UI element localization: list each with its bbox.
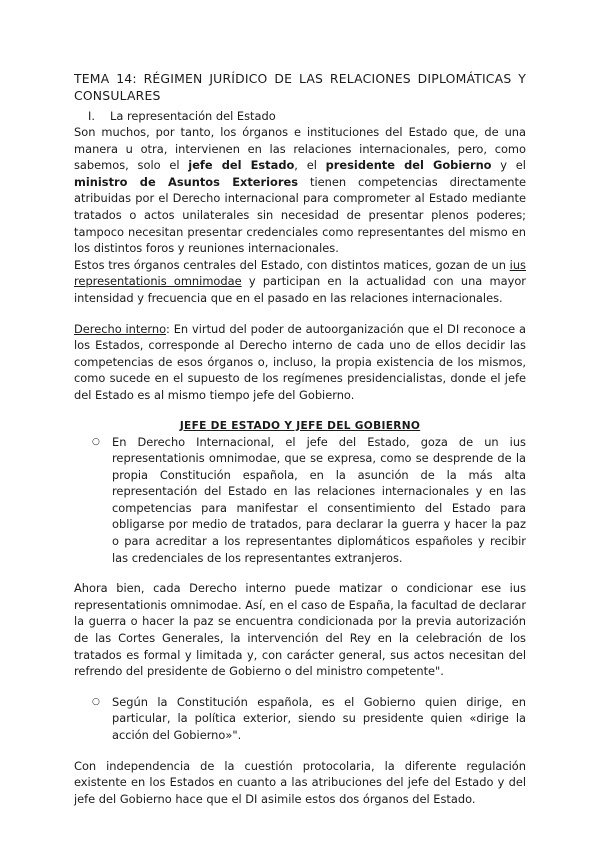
paragraph-organos (74, 124, 526, 257)
bold-jefe-estado: jefe del Estado (188, 158, 295, 173)
document-title: TEMA 14: RÉGIMEN JURÍDICO DE LAS RELACIONES DIPLOMÁTICAS Y CONSULARES (74, 71, 526, 103)
text-run: Son muchos, por tanto, los órganos e instituciones del Estado que, de una manera u otra, intervienen en las relaciones internacionales, pero, como sabemos, solo el (74, 125, 526, 173)
underlined-derecho-interno: Derecho interno (74, 321, 167, 336)
text-run: : En virtud del poder de autoorganización que el DI reconoce a los Estados, corresponde al Derecho interno de cada uno de ellos decidir las competencias de esos órganos o, incluso, la propia existencia de los mismos, como sucede en el supuesto de los regímenes presidencialistas, donde el jefe del Estado es al mismo tiempo jefe del Gobierno. (74, 321, 526, 402)
circle-bullet-icon: ○ (92, 696, 100, 707)
text-run: y el (491, 158, 526, 173)
paragraph-derecho-interno (74, 321, 526, 404)
paragraph-ahora-bien: Ahora bien, cada Derecho interno puede matizar o condicionar ese ius representationis omnimodae. Así, en el caso de España, la facultad de declarar la guerra o hacer la paz se encuentra condicionada por la previa autorización de las Cortes Generales, la intervención del Rey en la celebración de los tratados es formal y limitada y, con carácter general, sus actos necesitan del refrendo del presidente de Gobierno o del ministro competente". (74, 581, 526, 679)
text-run: , el (294, 158, 326, 173)
paragraph-ius (74, 257, 526, 307)
underlined-ius: ius representationis omnimodae (74, 257, 526, 289)
bold-presidente-gobierno: presidente del Gobierno (325, 158, 492, 173)
section-number: I. (88, 109, 95, 123)
bullet-list-1 (74, 434, 526, 567)
section-subheading: JEFE DE ESTADO Y JEFE DEL GOBIERNO (179, 419, 421, 432)
text-run: y participan en la actualidad con una mayor intensidad y frecuencia que en el pasado en las relaciones internacionales. (74, 274, 526, 305)
text-run: tienen competencias directamente atribuidas por el Derecho internacional para comprometer al Estado mediante tratados o actos unilaterales sin necesidad de presentar plenos poderes; tampoco necesitan presentar credenciales como representantes del mismo en los distintos foros y reuniones internacionales. (74, 174, 526, 256)
bullet-list-2 (74, 694, 526, 744)
list-item-text: En Derecho Internacional, el jefe del Estado, goza de un ius representationis omnimodae, que se expresa, como se desprende de la propia Constitución española, en la asunción de la más alta representación del Estado en las relaciones internacionales y en las competencias para manifestar el consentimiento del Estado para obligarse por medio de tratados, para declarar la guerra y hacer la paz o para acreditar a los representantes diplomáticos españoles y recibir las credenciales de los representantes extranjeros. (112, 434, 526, 565)
list-item (92, 434, 526, 567)
section-heading (88, 108, 526, 124)
circle-bullet-icon: ○ (92, 436, 100, 447)
paragraph-conclusion: Con independencia de la cuestión protocolaria, la diferente regulación existente en los Estados en cuanto a las atribuciones del jefe del Estado y del jefe del Gobierno hace que el DI asimile estos dos órganos del Estado. (74, 758, 526, 806)
section-title: La representación del Estado (110, 109, 276, 123)
list-item-text: Según la Constitución española, es el Gobierno quien dirige, en particular, la política exterior, siendo su presidente quien «dirige la acción del Gobierno»". (112, 694, 526, 742)
bold-ministro-exteriores: ministro de Asuntos Exteriores (74, 174, 298, 189)
text-run: Estos tres órganos centrales del Estado, con distintos matices, gozan de un (74, 257, 510, 272)
list-item (92, 694, 526, 744)
